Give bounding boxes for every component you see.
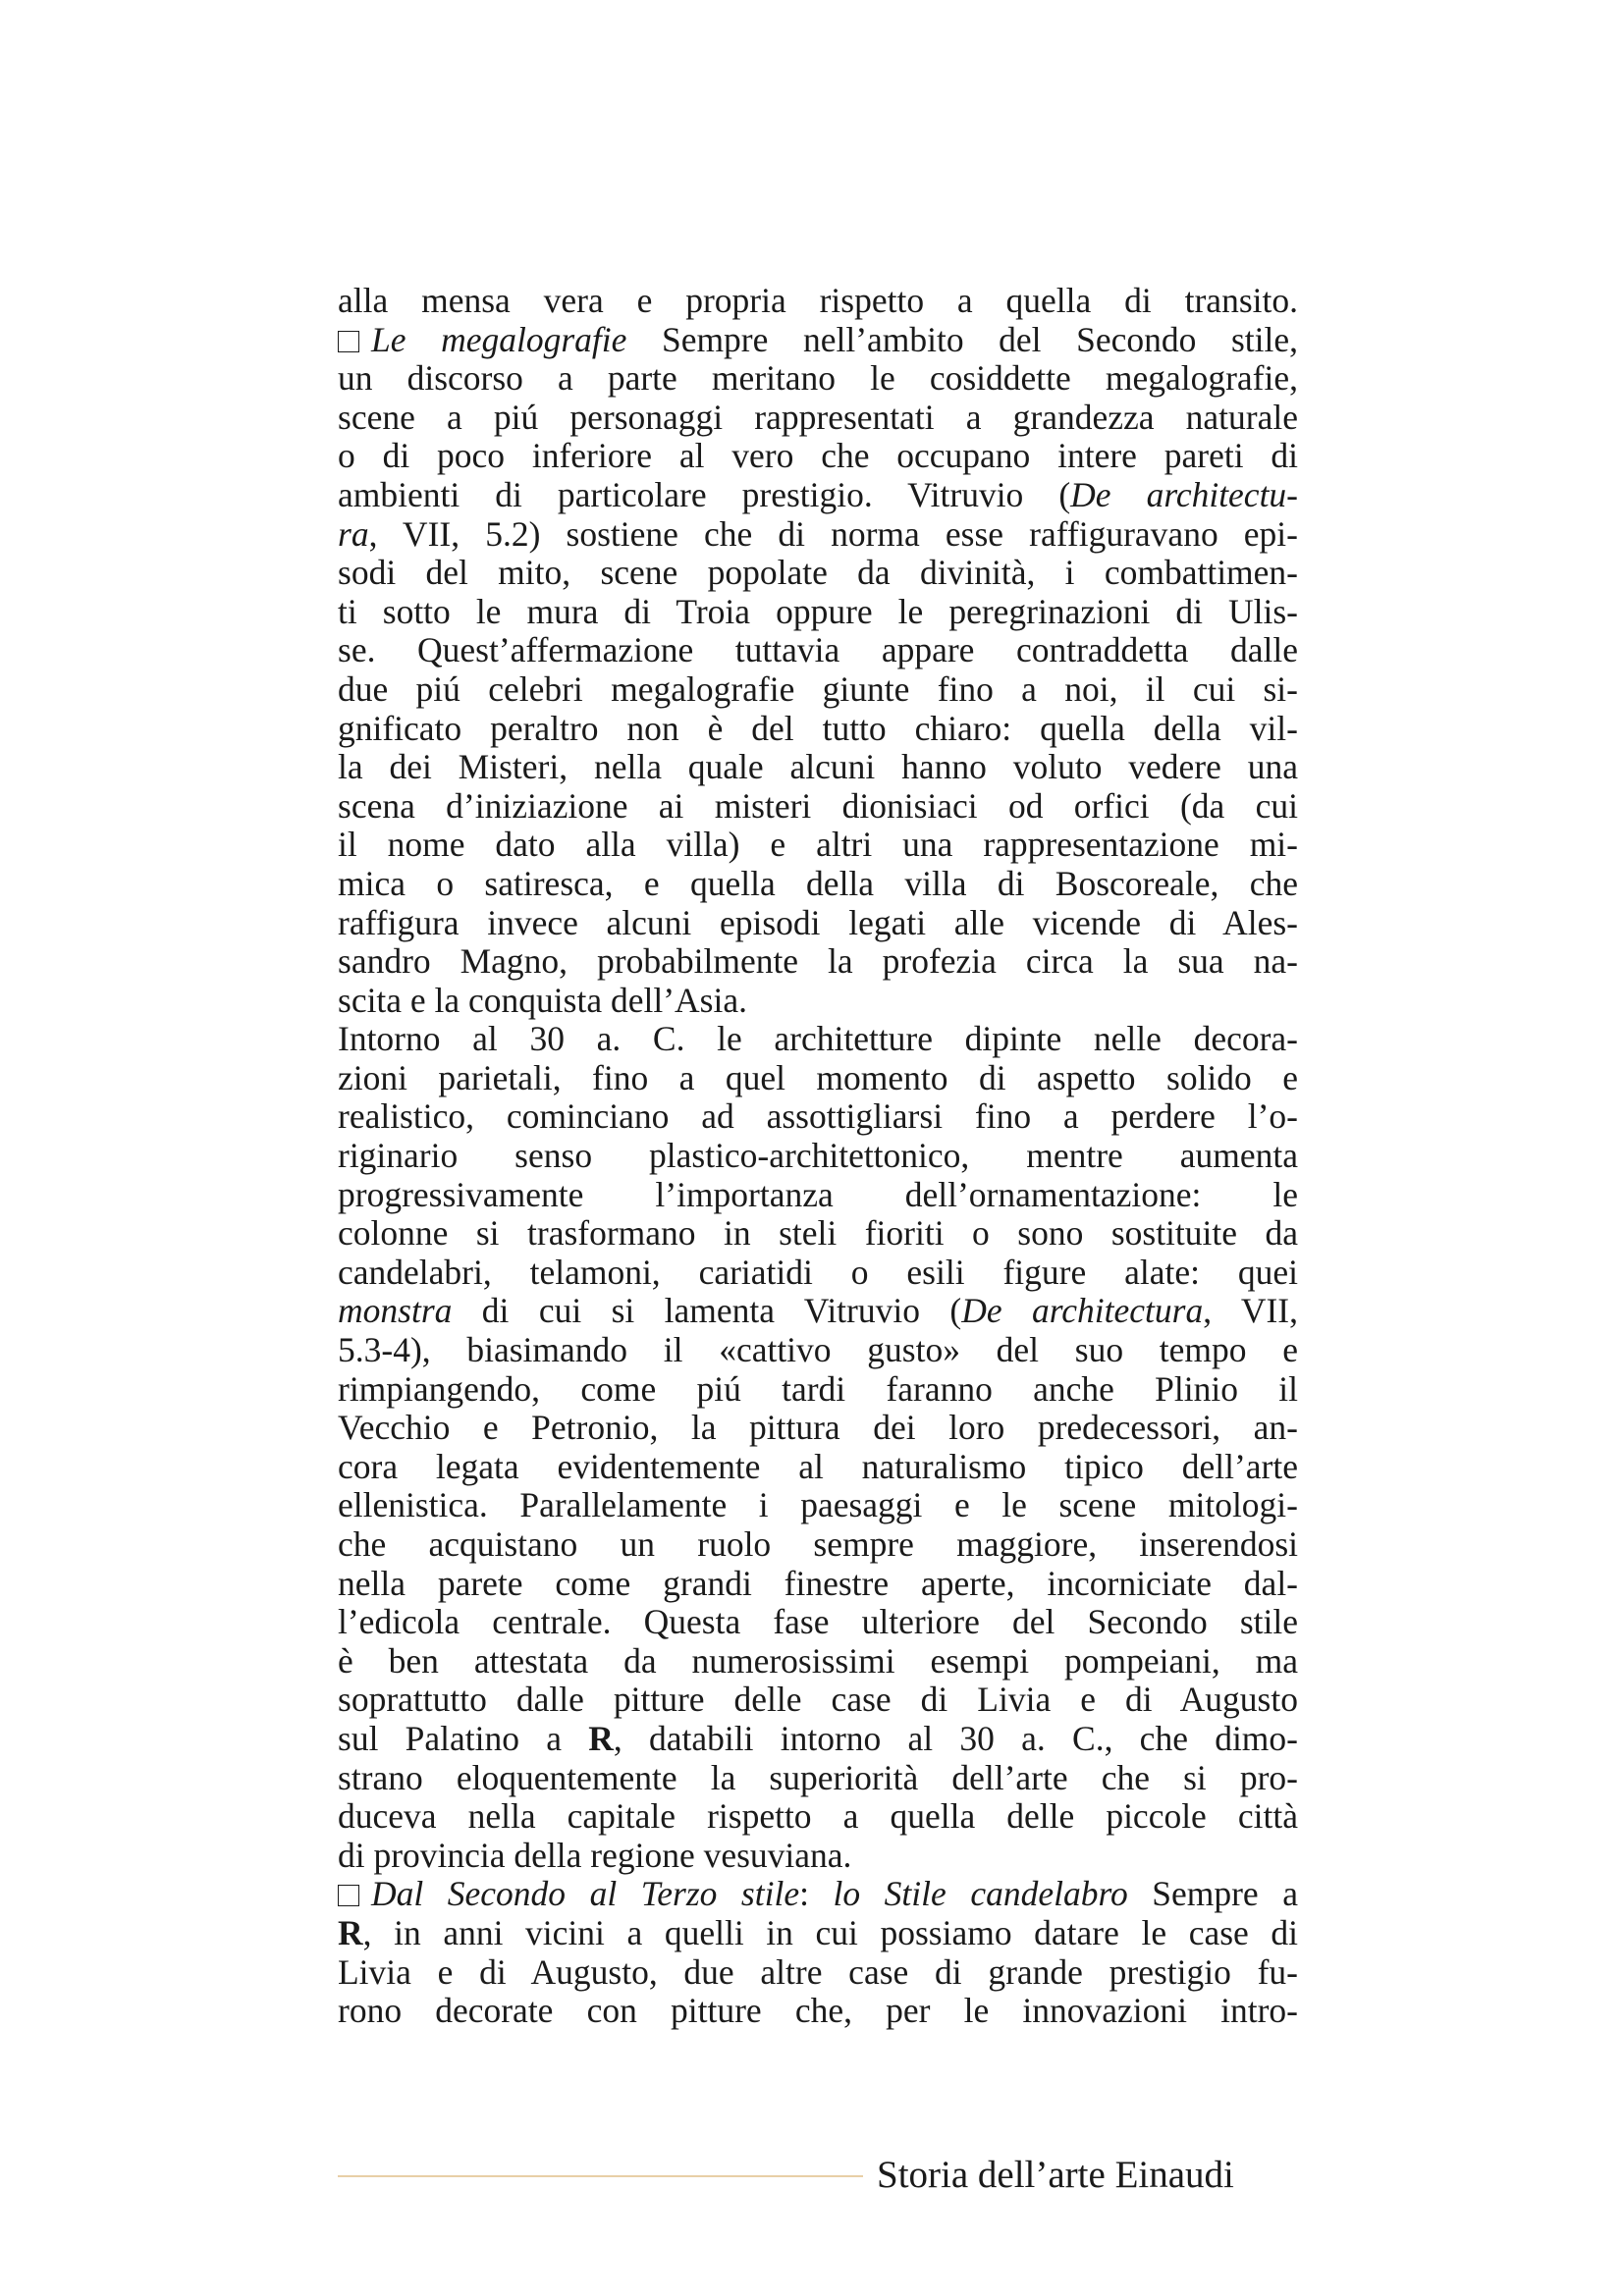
text-line: candelabri, telamoni, cariatidi o esili figure alate: quei <box>338 1252 1298 1292</box>
text-line: rono decorate con pitture che, per le innovazioni intro- <box>338 1991 1298 2031</box>
footer-rule <box>338 2175 863 2177</box>
text-line: progressivamente l’importanza dell’ornamentazione: le <box>338 1174 1298 1214</box>
text-line: Dal Secondo al Terzo stile: lo Stile candelabro Sempre a <box>338 1875 1298 1914</box>
text-line: monstra di cui si lamenta Vitruvio (De architectura, VII, <box>338 1291 1299 1331</box>
text-line: ti sotto le mura di Troia oppure le peregrinazioni di Ulis- <box>338 591 1298 631</box>
section-subtitle: lo Stile candelabro <box>833 1874 1128 1914</box>
text-line: la dei Misteri, nella quale alcuni hanno voluto vedere una <box>338 747 1298 787</box>
work-title: ra <box>338 513 369 554</box>
text-line: Vecchio e Petronio, la pittura dei loro predecessori, an- <box>338 1408 1298 1448</box>
text-line: nella parete come grandi finestre aperte, incorniciate dal- <box>338 1563 1298 1603</box>
text-line: scita e la conquista dell’Asia. <box>338 980 747 1020</box>
section-title: Dal Secondo al Terzo stile <box>371 1874 800 1914</box>
text-line: due piú celebri megalografie giunte fino a noi, il cui si- <box>338 668 1298 709</box>
section-title: Le megalografie <box>371 319 627 359</box>
text-line: sandro Magno, probabilmente la profezia circa la sua na- <box>338 941 1298 982</box>
text-line: strano eloquentemente la superiorità dell’arte che si pro- <box>338 1757 1298 1797</box>
text-line: che acquistano un ruolo sempre maggiore, inserendosi <box>338 1524 1298 1564</box>
footer-title: Storia dell’arte Einaudi <box>877 2154 1234 2196</box>
text-line: rimpiangendo, come piú tardi faranno anche Plinio il <box>338 1368 1298 1409</box>
text-line: Livia e di Augusto, due altre case di grande prestigio fu- <box>338 1951 1298 1992</box>
text-line: duceva nella capitale rispetto a quella delle piccole città <box>338 1796 1298 1837</box>
text-line: colonne si trasformano in steli fioriti o sono sostituite da <box>338 1213 1298 1254</box>
text-line: cora legata evidentemente al naturalismo tipico dell’arte <box>338 1446 1298 1486</box>
text-line: ellenistica. Parallelamente i paesaggi e le scene mitologi- <box>338 1485 1298 1525</box>
text-line: è ben attestata da numerosissimi esempi pompeiani, ma <box>338 1640 1298 1681</box>
text-line: scena d’iniziazione ai misteri dionisiaci od orfici (da cui <box>338 785 1298 826</box>
text-line: zioni parietali, fino a quel momento di aspetto solido e <box>338 1057 1298 1097</box>
work-title: De architectu- <box>1070 474 1298 514</box>
text-line: se. Quest’affermazione tuttavia appare contraddetta dalle <box>338 630 1298 670</box>
text-line: l’edicola centrale. Questa fase ulteriore del Secondo stile <box>338 1602 1298 1642</box>
text-line: il nome dato alla villa) e altri una rappresentazione mi- <box>338 825 1298 865</box>
city-abbreviation: R <box>338 1912 363 1952</box>
text-line: un discorso a parte meritano le cosiddette megalografie, <box>338 358 1298 399</box>
text-line: scene a piú personaggi rappresentati a grandezza naturale <box>338 397 1298 437</box>
text-line: R, in anni vicini a quelli in cui possiamo datare le case di <box>338 1912 1298 1952</box>
text-line: Le megalografie Sempre nell’ambito del Secondo stile, <box>338 321 1298 360</box>
body-text <box>338 282 1298 2031</box>
text-line: gnificato peraltro non è del tutto chiaro: quella della vil- <box>338 708 1298 748</box>
text-line: sodi del mito, scene popolate da divinità, i combattimen- <box>338 553 1298 593</box>
text-line: ambienti di particolare prestigio. Vitruvio (De architectu- <box>338 474 1298 514</box>
text-line: o di poco inferiore al vero che occupano intere pareti di <box>338 436 1298 476</box>
section-square-icon <box>338 1885 359 1906</box>
work-title: De architectura <box>961 1291 1204 1331</box>
text-line: sul Palatino a R, databili intorno al 30 a. C., che dimo- <box>338 1718 1298 1758</box>
section-square-icon <box>338 331 359 352</box>
city-abbreviation: R <box>588 1718 614 1758</box>
text-line: mica o satiresca, e quella della villa di Boscoreale, che <box>338 863 1298 903</box>
text-line: soprattutto dalle pitture delle case di Livia e di Augusto <box>338 1680 1298 1720</box>
text-line: riginario senso plastico-architettonico, mentre aumenta <box>338 1136 1298 1176</box>
text-line: 5.3-4), biasimando il «cattivo gusto» del suo tempo e <box>338 1330 1298 1370</box>
text-line: realistico, cominciano ad assottigliarsi fino a perdere l’o- <box>338 1096 1298 1137</box>
text-line: Intorno al 30 a. C. le architetture dipinte nelle decora- <box>338 1019 1298 1059</box>
text-line: raffigura invece alcuni episodi legati alle vicende di Ales- <box>338 902 1298 942</box>
text-line: di provincia della regione vesuviana. <box>338 1835 852 1875</box>
text-line: ra, VII, 5.2) sostiene che di norma esse raffiguravano epi- <box>338 513 1298 554</box>
text-line: alla mensa vera e propria rispetto a quella di transito. <box>338 281 1298 320</box>
emphasis-word: monstra <box>338 1291 453 1331</box>
